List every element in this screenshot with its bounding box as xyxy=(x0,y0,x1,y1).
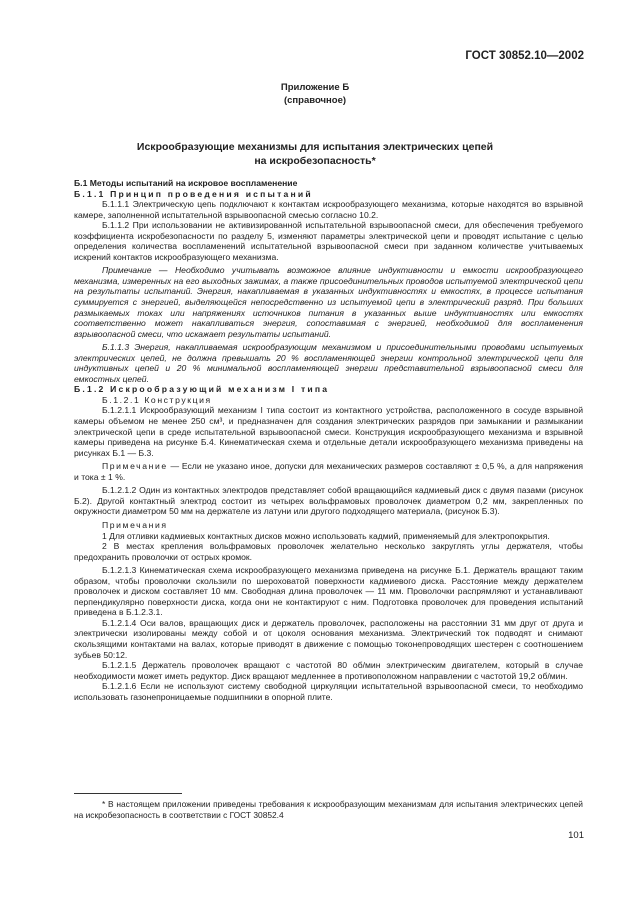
paragraph: Б.1.2.1.2 Один из контактных электродов представляет собой вращающийся кадмиевый диск с двумя пазами (рисунок Б.2). Другой контактный электрод состоит из четырех вольфрамовых проволочек диаметром 0,2 мм, закрепленных по окружности диаметром 50 мм на держателе из латуни или другого подходящего материала, (рисунок Б.3). xyxy=(74,485,583,517)
note-label: Примечание xyxy=(102,461,168,472)
notes-heading: Примечания xyxy=(102,519,168,530)
document-title-line2: на искробезопасность* xyxy=(254,155,376,167)
section-heading: Б.1 Методы испытаний на искровое воспламенение xyxy=(74,178,298,188)
paragraph: Б.1.1.3 Энергия, накапливаемая искрообразующим механизмом и присоединительными проводами испытуемых электрических цепей, не должна превышать 20 % воспламеняющей энергии контрольной электрической цепи для индуктивных цепей и 20 % минимальной воспламеняющей энергии представительной взрывоопасной смеси для емкостных цепей. xyxy=(74,342,583,384)
note-paragraph: Примечание — Необходимо учитывать возможное влияние индуктивности и емкости искрообразующего механизма, измеренных на его выходных зажимах, а также присоединительных проводов испытуемой электрической цепи на результаты испытаний. Энергия, накапливаемая в указанных индуктивностях и емкостях, в процессе испытания суммируется с энергией, выделяющейся непосредственно из испытуемой цепи в электрический разряд. При больших размыкаемых токах или напряжениях источников питания в указанных выше индуктивностях или емкостях соответственно может накапливаться энергия, сопоставимая с энергией, необходимой для воспламенения взрывоопасной смеси, что искажает результаты испытаний. xyxy=(74,265,583,339)
paragraph: Б.1.2.1.6 Если не используют систему свободной циркуляции испытательной взрывоопасной смеси, то необходимо использовать газонепроницаемые подшипники в опорной плите. xyxy=(74,681,583,702)
footnote-divider xyxy=(74,793,182,794)
footnote xyxy=(74,799,583,820)
annex-subtitle: (справочное) xyxy=(283,95,347,106)
paragraph: Б.1.2.1.1 Искрообразующий механизм I типа состоит из контактного устройства, расположенного в сосуде взрывной камеры объемом не менее 250 см³, и предназначен для создания электрических разрядов при замыкании и размыкании электрической цепи в среде испытательной взрывоопасной смеси. Конструкция искрообразующего механизма и взрывной камеры приведена на рисунке Б.4. Кинематическая схема и отдельные детали искрообразующего механизма приведены на рисунках Б.1 — Б.3. xyxy=(74,405,583,458)
footnote-text: * В настоящем приложении приведены требования к искрообразующим механизмам для испытания электрических цепей на искробезопасность в соответствии с ГОСТ 30852.4 xyxy=(74,799,583,820)
paragraph: Б.1.2.1.3 Кинематическая схема искрообразующего механизма приведена на рисунке Б.1. Держатель вращают таким образом, чтобы проволочки скользили по шероховатой поверхности кадмиевого диска. Расстояние между держателем проволочек и диском составляет 10 мм. Свободная длина проволочек — 11 мм. Проволочки распрямляют и устанавливают перпендикулярно поверхности диска, когда они не контактируют с ним. Подготовка проволочек для проведения испытаний приведена в Б.1.2.3.1. xyxy=(74,565,583,618)
note-paragraph xyxy=(74,461,583,482)
paragraph: Б.1.2.1.5 Держатель проволочек вращают с частотой 80 об/мин электрическим двигателем, который в случае необходимости может иметь редуктор. Диск вращают медленнее в противоположном направлении с частотой 19,2 об/мин. xyxy=(74,660,583,681)
paragraph: Б.1.1.2 При использовании не активизированной испытательной взрывоопасной смеси, для обеспечения требуемого коэффициента искробезопасности по разделу 5, изменяют параметры электрической цепи и проводят испытание с целью определения количества воспламенений испытательной взрывоопасной смеси при заданном количестве учитываемых искрений контактов искрообразующего механизма. xyxy=(74,220,583,262)
standard-header: ГОСТ 30852.10—2002 xyxy=(465,50,584,62)
paragraph: Б.1.1.1 Электрическую цепь подключают к контактам искрообразующего механизма, которые находятся во взрывной камере, заполненной испытательной взрывоопасной смесью согласно 10.2. xyxy=(74,199,583,220)
subsection-heading: Б.1.2 Искрообразующий механизм I типа xyxy=(74,384,330,395)
paragraph: Б.1.2.1.4 Оси валов, вращающих диск и держатель проволочек, расположены на расстоянии 31 мм друг от друга и электрически изолированы между собой и от цоколя основания механизма. Электрический ток подводят и снимают скользящими контактами на валах, которые приводят в движение с помощью токонепроводящих шестерен с соотношением зубьев 50:12. xyxy=(74,617,583,660)
document-title-line1: Искрообразующие механизмы для испытания электрических цепей xyxy=(136,141,494,153)
page-number: 101 xyxy=(568,830,584,841)
document-body xyxy=(74,178,583,702)
annex-title: Приложение Б xyxy=(280,82,350,93)
note-item: 2 В местах крепления вольфрамовых проволочек желательно несколько закруглять углы держателя, чтобы предохранить проволочки от острых кромок. xyxy=(74,541,583,562)
note-item: 1 Для отливки кадмиевых контактных дисков можно использовать кадмий, применяемый для электропокрытия. xyxy=(102,530,550,541)
subsection-heading: Б.1.1 Принцип проведения испытаний xyxy=(74,188,313,199)
note-text: — Если не указано иное, допуски для механических размеров составляют ± 0,5 %, а для напряжения и тока ± 1 %. xyxy=(74,461,583,482)
clause-heading: Б.1.2.1 Конструкция xyxy=(102,394,212,405)
